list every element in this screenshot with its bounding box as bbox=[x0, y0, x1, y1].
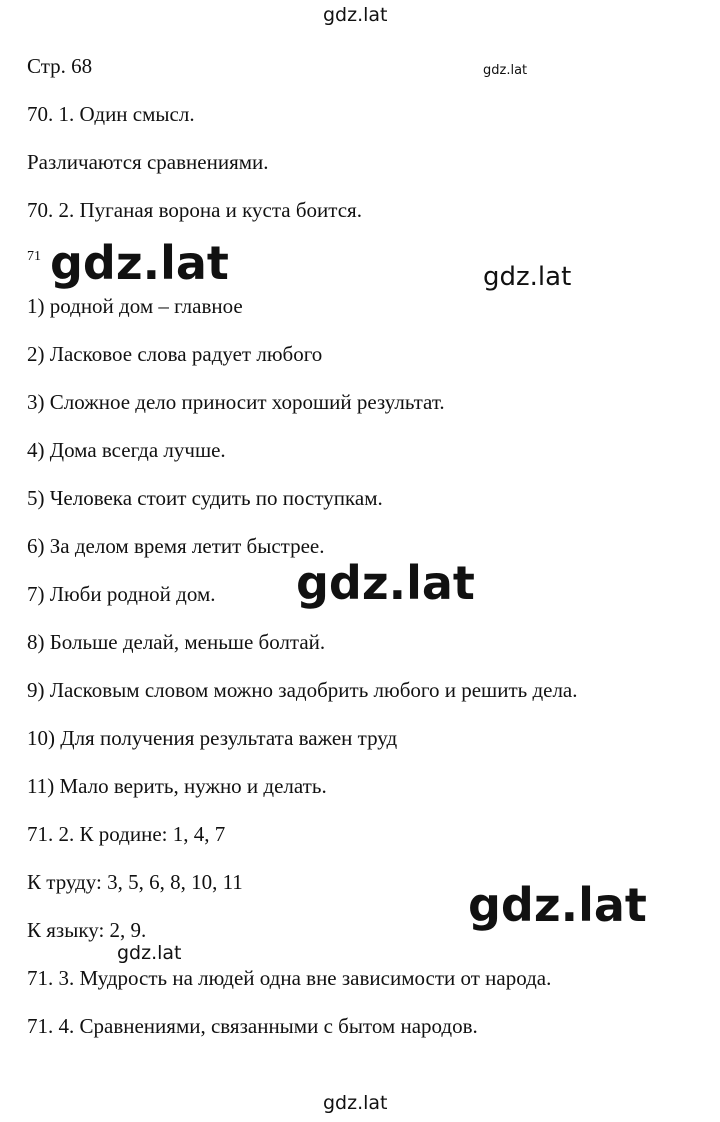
watermark: gdz.lat bbox=[483, 63, 528, 78]
answer-line: 71. 3. Мудрость на людей одна вне зависимости от народа. bbox=[27, 966, 552, 990]
list-item: 5) Человека стоит судить по поступкам. bbox=[27, 486, 383, 510]
answer-line: Различаются сравнениями. bbox=[27, 150, 269, 174]
list-item: 9) Ласковым словом можно задобрить любого и решить дела. bbox=[27, 678, 578, 702]
list-item: 4) Дома всегда лучше. bbox=[27, 438, 226, 462]
answer-line: 70. 1. Один смысл. bbox=[27, 102, 195, 126]
list-item: 10) Для получения результата важен труд bbox=[27, 726, 398, 750]
task-number: 71 bbox=[27, 249, 41, 264]
watermark: gdz.lat bbox=[296, 556, 475, 610]
answer-line: К труду: 3, 5, 6, 8, 10, 11 bbox=[27, 870, 243, 894]
list-item: 2) Ласковое слова радует любого bbox=[27, 342, 323, 366]
watermark: gdz.lat bbox=[323, 4, 388, 26]
watermark: gdz.lat bbox=[483, 262, 572, 292]
list-item: 11) Мало верить, нужно и делать. bbox=[27, 774, 327, 798]
list-item: 6) За делом время летит быстрее. bbox=[27, 534, 325, 558]
page-number: Стр. 68 bbox=[27, 54, 93, 78]
answer-line: 70. 2. Пуганая ворона и куста боится. bbox=[27, 198, 362, 222]
list-item: 1) родной дом – главное bbox=[27, 294, 243, 318]
watermark: gdz.lat bbox=[50, 236, 229, 290]
answer-line: К языку: 2, 9. bbox=[27, 918, 147, 942]
watermark: gdz.lat bbox=[117, 942, 182, 964]
watermark: gdz.lat bbox=[468, 878, 647, 932]
list-item: 8) Больше делай, меньше болтай. bbox=[27, 630, 326, 654]
watermark: gdz.lat bbox=[323, 1092, 388, 1114]
answer-line: 71. 2. К родине: 1, 4, 7 bbox=[27, 822, 226, 846]
answer-line: 71. 4. Сравнениями, связанными с бытом народов. bbox=[27, 1014, 478, 1038]
list-item: 3) Сложное дело приносит хороший результат. bbox=[27, 390, 445, 414]
list-item: 7) Люби родной дом. bbox=[27, 582, 216, 606]
